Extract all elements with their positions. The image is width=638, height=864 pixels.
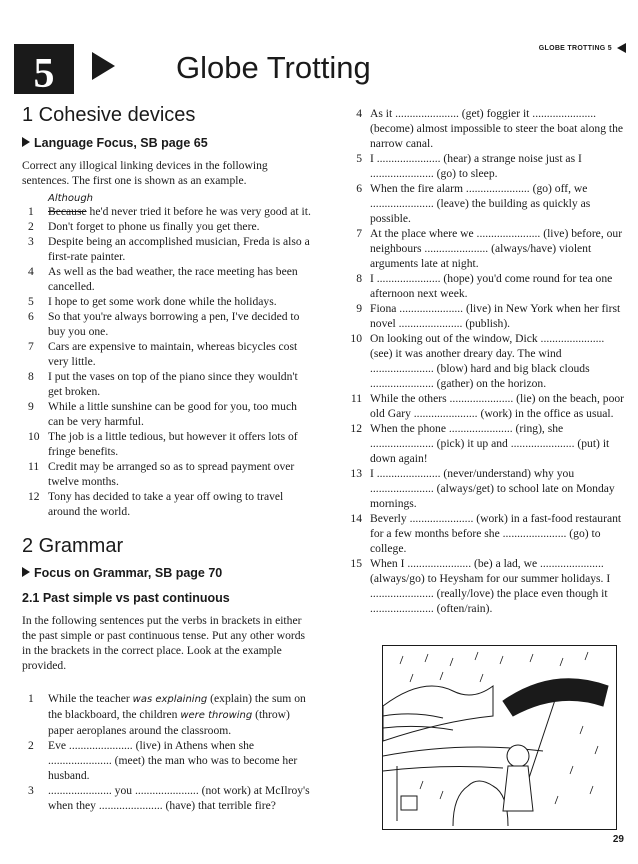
item-number: 6 <box>356 182 362 195</box>
unit-number: 5 <box>33 51 55 94</box>
item-text: he'd never tried it before he was very good at it. <box>86 205 311 218</box>
page-number: 29 <box>612 834 624 845</box>
list-item <box>344 271 626 301</box>
item-text: I ...................... (never/understand) why you ...................... (always/get) to school late on Monday mornings. <box>370 467 615 510</box>
item-text: So that you're always borrowing a pen, I've decided to buy you one. <box>48 310 300 338</box>
item-text: While the teacher <box>48 692 133 705</box>
item-number: 11 <box>350 392 362 405</box>
section1-focus-text: Language Focus, SB page 65 <box>34 136 208 150</box>
section2-instructions: In the following sentences put the verbs in brackets in either the past simple or past continuous tense. Put any other words in the brackets in the correct place. Look at the example provided. <box>22 614 306 672</box>
list-item <box>22 219 312 234</box>
item-text: While the others ...................... (lie) on the beach, poor old Gary ...................... (work) in the office as usual. <box>370 392 625 420</box>
item-number: 3 <box>28 784 34 797</box>
item-text: While a little sunshine can be good for you, too much can be very harmful. <box>48 400 297 428</box>
item-text: I put the vases on top of the piano since they wouldn't get broken. <box>48 370 298 398</box>
left-column <box>22 106 312 813</box>
item-number: 2 <box>28 220 34 233</box>
list-item <box>344 331 626 391</box>
item-number: 9 <box>356 302 362 315</box>
list-item <box>344 151 626 181</box>
item-number: 10 <box>28 430 40 443</box>
handwritten-correction: Although <box>48 193 94 204</box>
item-text: Don't forget to phone us finally you get there. <box>48 220 260 233</box>
item-number: 13 <box>350 467 362 480</box>
item-text: I hope to get some work done while the holidays. <box>48 295 277 308</box>
list-item <box>22 192 312 219</box>
item-text: When I ...................... (be) a lad, we ...................... (always/go) to Heysham for our summer holidays. I ...................... (really/love) the place even though it ...................... (often/rain). <box>370 557 611 615</box>
list-item <box>344 511 626 556</box>
list-item <box>22 691 312 738</box>
item-text: I ...................... (hope) you'd come round for tea one afternoon next week. <box>370 272 613 300</box>
item-number: 4 <box>28 265 34 278</box>
arrow-right-icon <box>92 52 115 80</box>
item-text: When the fire alarm ...................... (go) off, we ...................... (leave) the building as quickly as possible. <box>370 182 591 225</box>
list-item <box>22 429 312 459</box>
list-item <box>344 301 626 331</box>
item-text: Tony has decided to take a year off owing to travel around the world. <box>48 490 284 518</box>
list-item <box>22 489 312 519</box>
running-head-text: GLOBE TROTTING 5 <box>538 44 612 52</box>
item-number: 7 <box>356 227 362 240</box>
item-text: Eve ...................... (live) in Athens when she ...................... (meet) the man who was to become her husband. <box>48 739 298 782</box>
handwritten-answer: were throwing <box>180 710 253 721</box>
item-number: 15 <box>350 557 362 570</box>
section2-list-right <box>344 106 626 616</box>
item-number: 8 <box>356 272 362 285</box>
item-text: Credit may be arranged so as to spread payment over twelve months. <box>48 460 295 488</box>
list-item <box>22 783 312 813</box>
item-text: Despite being an accomplished musician, Freda is also a first-rate painter. <box>48 235 310 263</box>
struck-word: Because <box>48 205 87 218</box>
list-item <box>344 181 626 226</box>
item-text: Fiona ...................... (live) in New York when her first novel ...................... (publish). <box>370 302 621 330</box>
item-text: As it ...................... (get) foggier it ...................... (become) almost impossible to steer the boat along the narrow canal. <box>370 107 624 150</box>
section1-instructions: Correct any illogical linking devices in the following sentences. The first one is shown as an example. <box>22 159 268 187</box>
item-number: 14 <box>350 512 362 525</box>
section2-subtitle: 2.1 Past simple vs past continuous <box>22 591 230 605</box>
section2-list-left <box>22 691 312 813</box>
section1-focus-heading <box>22 136 312 151</box>
item-number: 5 <box>28 295 34 308</box>
item-number: 6 <box>28 310 34 323</box>
list-item <box>344 226 626 271</box>
item-text: On looking out of the window, Dick ...................... (see) it was another dreary day. The wind ...................... (blow) hard and big black clouds ...................... (gather) on the horizon. <box>370 332 605 390</box>
triangle-left-icon <box>617 43 626 53</box>
list-item <box>344 391 626 421</box>
list-item <box>22 369 312 399</box>
item-number: 9 <box>28 400 34 413</box>
unit-title: Globe Trotting <box>176 50 371 85</box>
item-number: 4 <box>356 107 362 120</box>
item-number: 11 <box>28 460 40 473</box>
list-item <box>344 106 626 151</box>
section2-title: 2 Grammar <box>22 535 124 557</box>
item-number: 7 <box>28 340 34 353</box>
list-item <box>22 738 312 783</box>
right-column <box>344 106 626 616</box>
item-number: 1 <box>28 692 34 705</box>
running-head <box>539 43 626 53</box>
triangle-right-icon <box>22 567 30 577</box>
list-item <box>344 556 626 616</box>
item-text: I ...................... (hear) a strange noise just as I ...................... (go) to sleep. <box>370 152 582 180</box>
beach-scene-drawing <box>383 646 615 828</box>
item-text: ...................... you ...................... (not work) at McIlroy's when they ...................... (have) that terrible fire? <box>48 784 310 812</box>
list-item <box>344 466 626 511</box>
beach-illustration <box>382 645 617 830</box>
list-item <box>22 459 312 489</box>
list-item <box>22 339 312 369</box>
section1-list <box>22 192 312 519</box>
item-text: The job is a little tedious, but however it offers lots of fringe benefits. <box>48 430 298 458</box>
section2-focus-text: Focus on Grammar, SB page 70 <box>34 566 223 580</box>
list-item <box>22 309 312 339</box>
item-number: 2 <box>28 739 34 752</box>
item-text: (explain) the sum on the blackboard, the children <box>48 692 306 721</box>
section2-focus-heading <box>22 566 312 581</box>
item-number: 1 <box>28 205 34 218</box>
item-number: 12 <box>350 422 362 435</box>
list-item <box>344 421 626 466</box>
list-item <box>22 399 312 429</box>
item-text: When the phone ...................... (ring), she ...................... (pick) it up and ...................... (put) it down again! <box>370 422 610 465</box>
item-number: 12 <box>28 490 40 503</box>
item-number: 5 <box>356 152 362 165</box>
item-text: (throw) paper aeroplanes around the classroom. <box>48 708 290 737</box>
item-text: Cars are expensive to maintain, whereas bicycles cost very little. <box>48 340 298 368</box>
item-text: Beverly ...................... (work) in a fast-food restaurant for a few months before she ...................... (go) to college. <box>370 512 622 555</box>
section1-title: 1 Cohesive devices <box>22 104 196 126</box>
item-number: 3 <box>28 235 34 248</box>
item-text: As well as the bad weather, the race meeting has been cancelled. <box>48 265 298 293</box>
item-number: 10 <box>350 332 362 345</box>
item-number: 8 <box>28 370 34 383</box>
list-item <box>22 264 312 294</box>
item-text: At the place where we ...................... (live) before, our neighbours ...................... (always/have) violent arguments late at night. <box>370 227 623 270</box>
list-item <box>22 294 312 309</box>
handwritten-answer: was explaining <box>132 694 208 705</box>
list-item <box>22 234 312 264</box>
triangle-right-icon <box>22 137 30 147</box>
unit-number-block <box>14 44 74 94</box>
